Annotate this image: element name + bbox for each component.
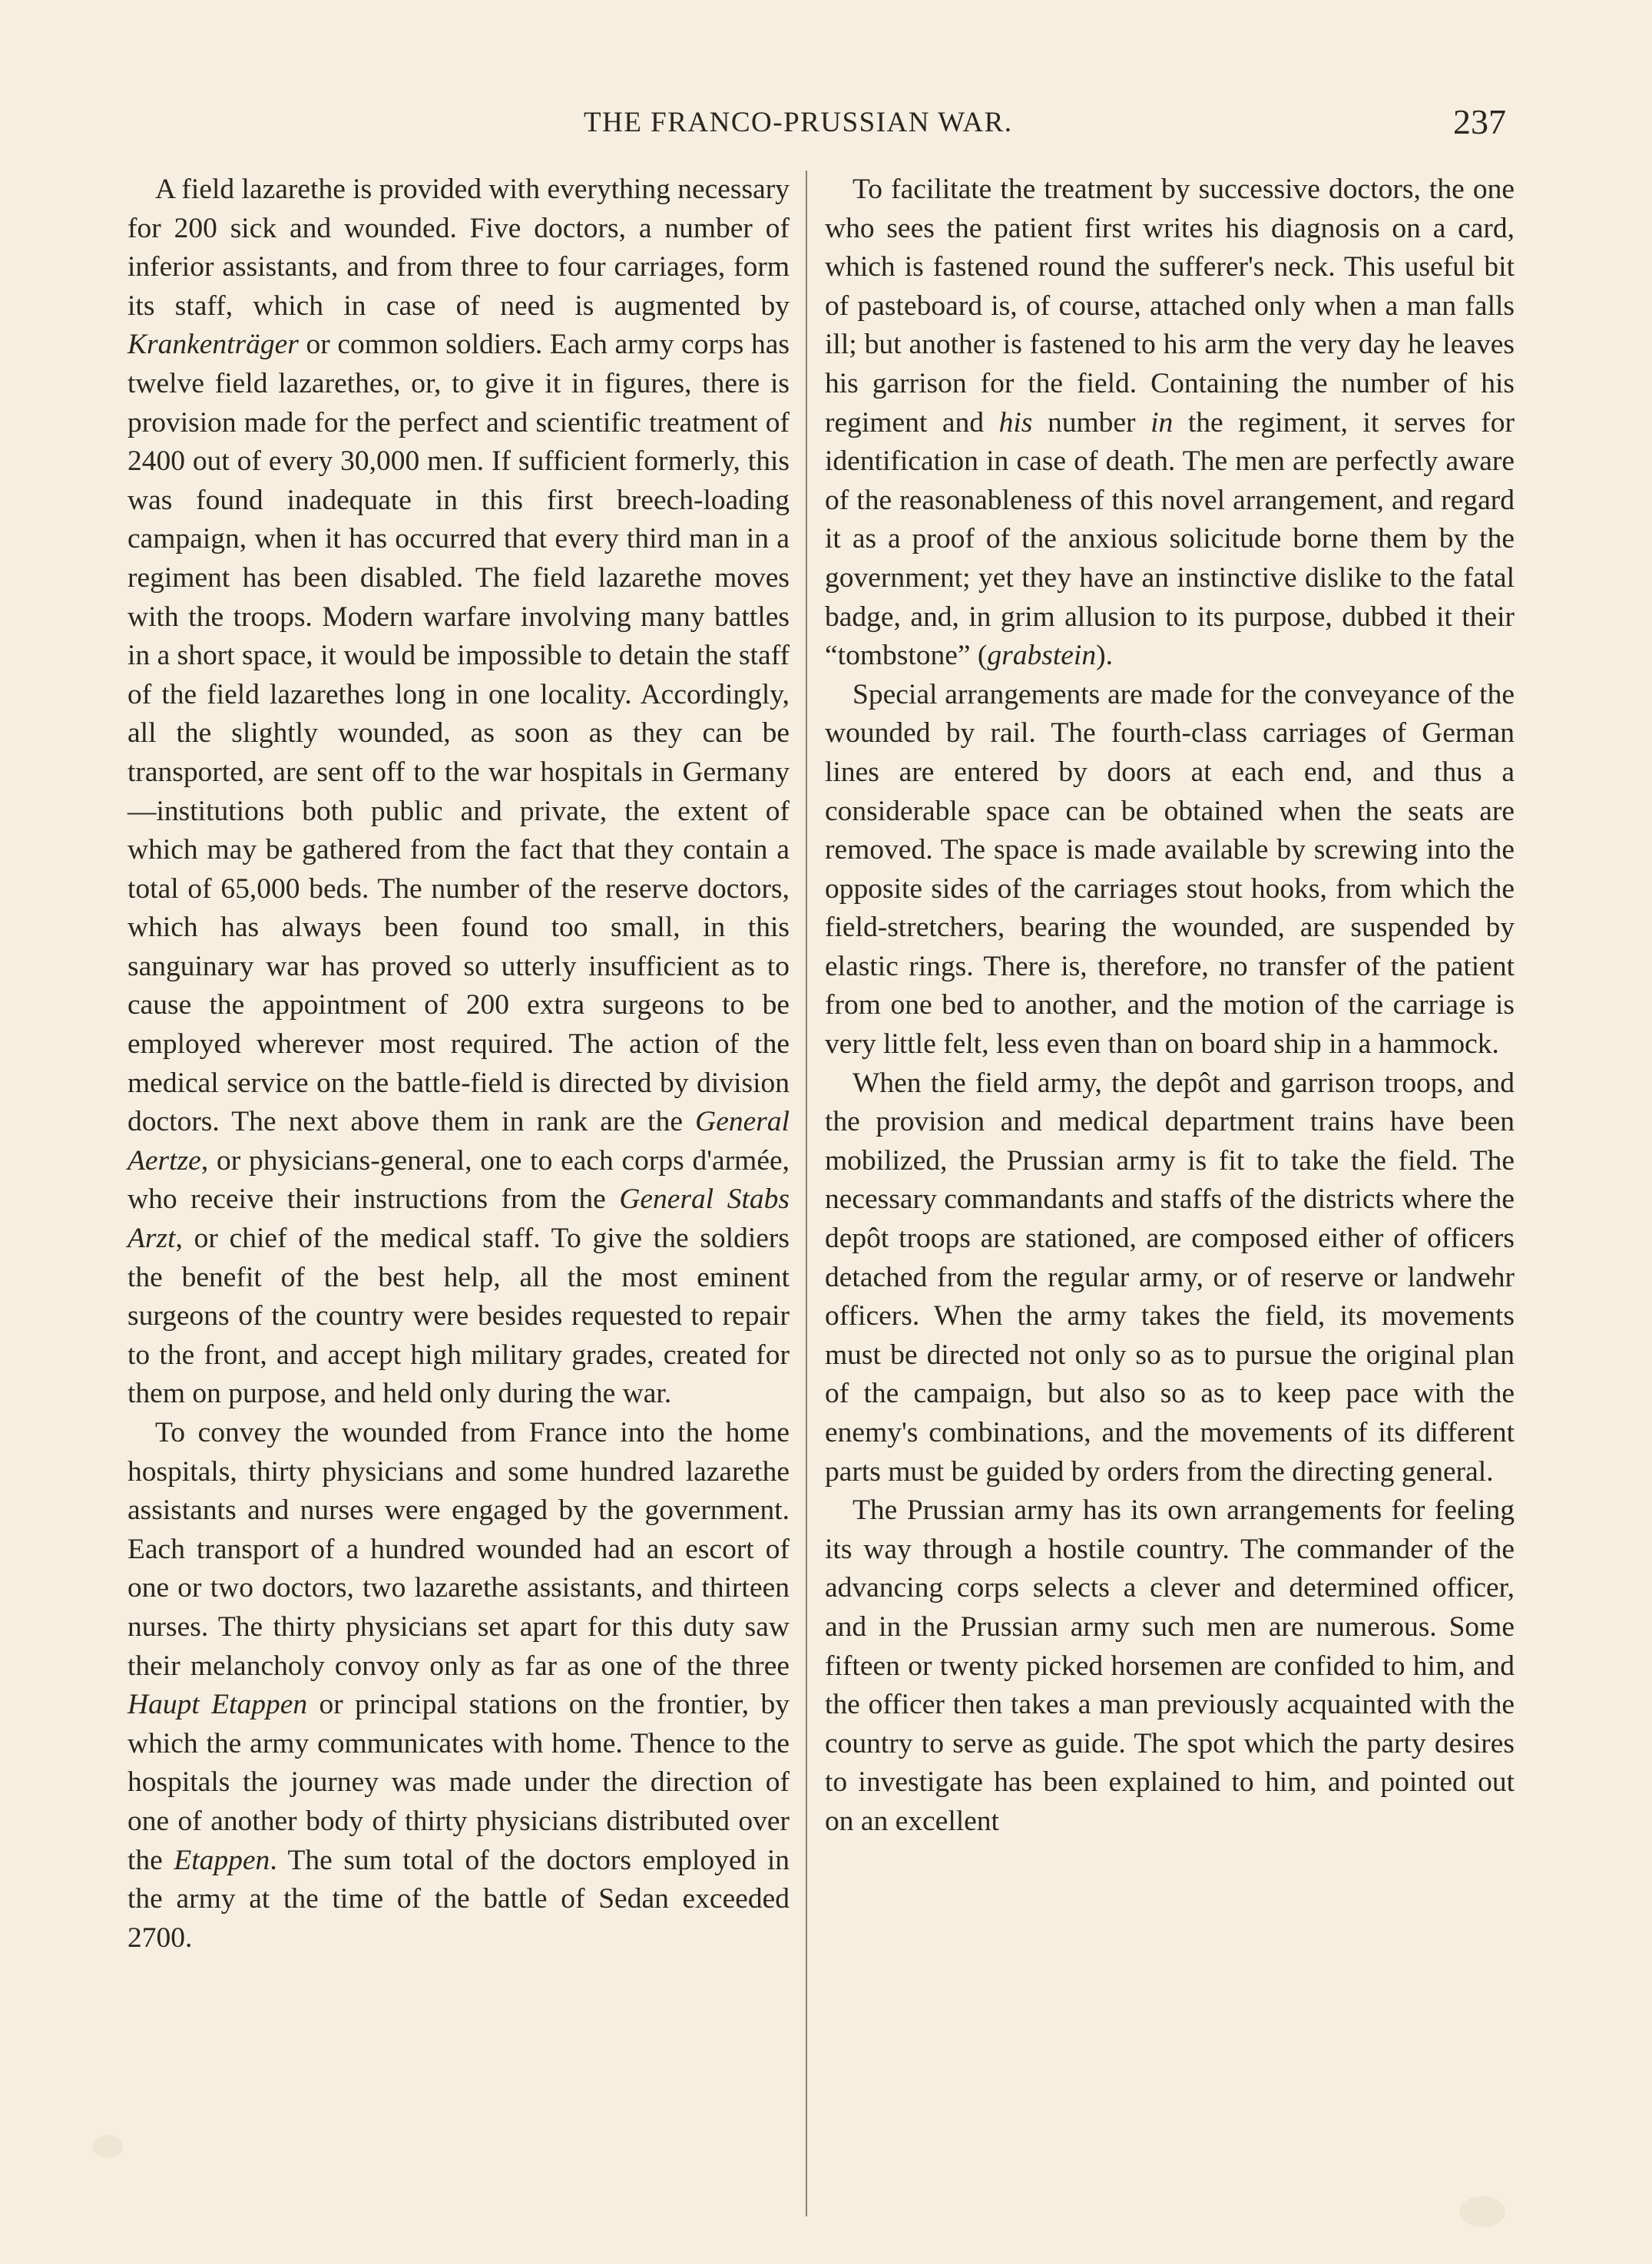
foreign-term: Krankenträger [127,329,299,361]
foreign-term: Haupt Etappen [127,1689,308,1721]
emphasis: his [998,406,1033,439]
paper-stain [92,2135,123,2158]
paragraph: A field lazarethe is provided with everything necessary for 200 sick and wounded. Five doctors, a number of inferior assistants, and from three to four carriages, form its staff, which in case of need is augmented by Krankenträger or common soldiers. Each army corps has twelve field lazarethes, or, to give it in figures, there is provision made for the perfect and scientific treatment of 2400 out of every 30,000 men. If sufficient formerly, this was found inadequate in this first breech-loading campaign, when it has occurred that every third man in a regiment has been disabled. The field lazarethe moves with the troops. Modern warfare involving many battles in a short space, it would be impossible to detain the staff of the field lazarethes long in one locality. Accordingly, all the slightly wounded, as soon as they can be transported, are sent off to the war hospitals in Germany—institutions both public and private, the extent of which may be gathered from the fact that they contain a total of 65,000 beds. The number of the reserve doctors, which has always been found too small, in this sanguinary war has proved so utterly insufficient as to cause the appointment of 200 extra surgeons to be employed wherever most required. The action of the medical service on the battle-field is directed by division doctors. The next above them in rank are the General Aertze, or physicians-general, one to each corps d'armée, who receive their instructions from the General Stabs Arzt, or chief of the medical staff. To give the soldiers the benefit of the best help, all the most eminent surgeons of the country were besides requested to repair to the front, and accept high military grades, created for them on purpose, and held only during the war. [127,174,790,1410]
paper-stain [1459,2196,1505,2227]
foreign-term: Etappen [174,1844,270,1876]
right-column [825,170,1515,1842]
column-rule [806,170,807,2216]
foreign-term: General Stabs Arzt [127,1183,790,1255]
running-title: THE FRANCO-PRUSSIAN WAR. [584,107,1013,138]
page-number: 237 [1453,102,1506,141]
left-column [127,170,790,1958]
paragraph: To facilitate the treatment by successive doctors, the one who sees the patient first writes his diagnosis on a card, which is fastened round the sufferer's neck. This useful bit of pasteboard is, of course, attached only when a man falls ill; but another is fastened to his arm the very day he leaves his garrison for the field. Containing the number of his regiment and his number in the regiment, it serves for identification in case of death. The men are perfectly aware of the reasonableness of this novel arrangement, and regard it as a proof of the anxious solicitude borne them by the government; yet they have an instinctive dislike to the fatal badge, and, in grim allusion to its purpose, dubbed it their “tombstone” (grabstein). [825,174,1515,672]
paragraph: When the field army, the depôt and garrison troops, and the provision and medical department trains have been mobilized, the Prussian army is fit to take the field. The necessary commandants and staffs of the districts where the depôt troops are stationed, are composed either of officers detached from the regular army, or of reserve or landwehr officers. When the army takes the field, its movements must be directed not only so as to pursue the original plan of the campaign, but also so as to keep pace with the enemy's combinations, and the movements of its different parts must be guided by orders from the directing general. [825,1067,1515,1488]
running-head [0,102,1652,152]
foreign-term: General Aertze [127,1106,790,1177]
paragraph: To convey the wounded from France into the home hospitals, thirty physicians and some hundred lazarethe assistants and nurses were engaged by the government. Each transport of a hundred wounded had an escort of one or two doctors, two lazarethe assistants, and thirteen nurses. The thirty physicians set apart for this duty saw their melancholy convoy only as far as one of the three Haupt Etappen or principal stations on the frontier, by which the army communicates with home. Thence to the hospitals the journey was made under the direction of one of another body of thirty physicians distributed over the Etappen. The sum total of the doctors employed in the army at the time of the battle of Sedan exceeded 2700. [127,1417,790,1954]
foreign-term: grabstein [987,640,1097,672]
paragraph: Special arrangements are made for the conveyance of the wounded by rail. The fourth-class carriages of German lines are entered by doors at each end, and thus a considerable space can be obtained when the seats are removed. The space is made available by screwing into the opposite sides of the carriages stout hooks, from which the field-stretchers, bearing the wounded, are suspended by elastic rings. There is, therefore, no transfer of the patient from one bed to another, and the motion of the carriage is very little felt, less even than on board ship in a hammock. [825,678,1515,1061]
emphasis: in [1150,406,1174,439]
paragraph: The Prussian army has its own arrangements for feeling its way through a hostile country. The commander of the advancing corps selects a clever and determined officer, and in the Prussian army such men are numerous. Some fifteen or twenty picked horsemen are confided to him, and the officer then takes a man previously acquainted with the country to serve as guide. The spot which the party desires to investigate has been explained to him, and pointed out on an excellent [825,1494,1515,1837]
